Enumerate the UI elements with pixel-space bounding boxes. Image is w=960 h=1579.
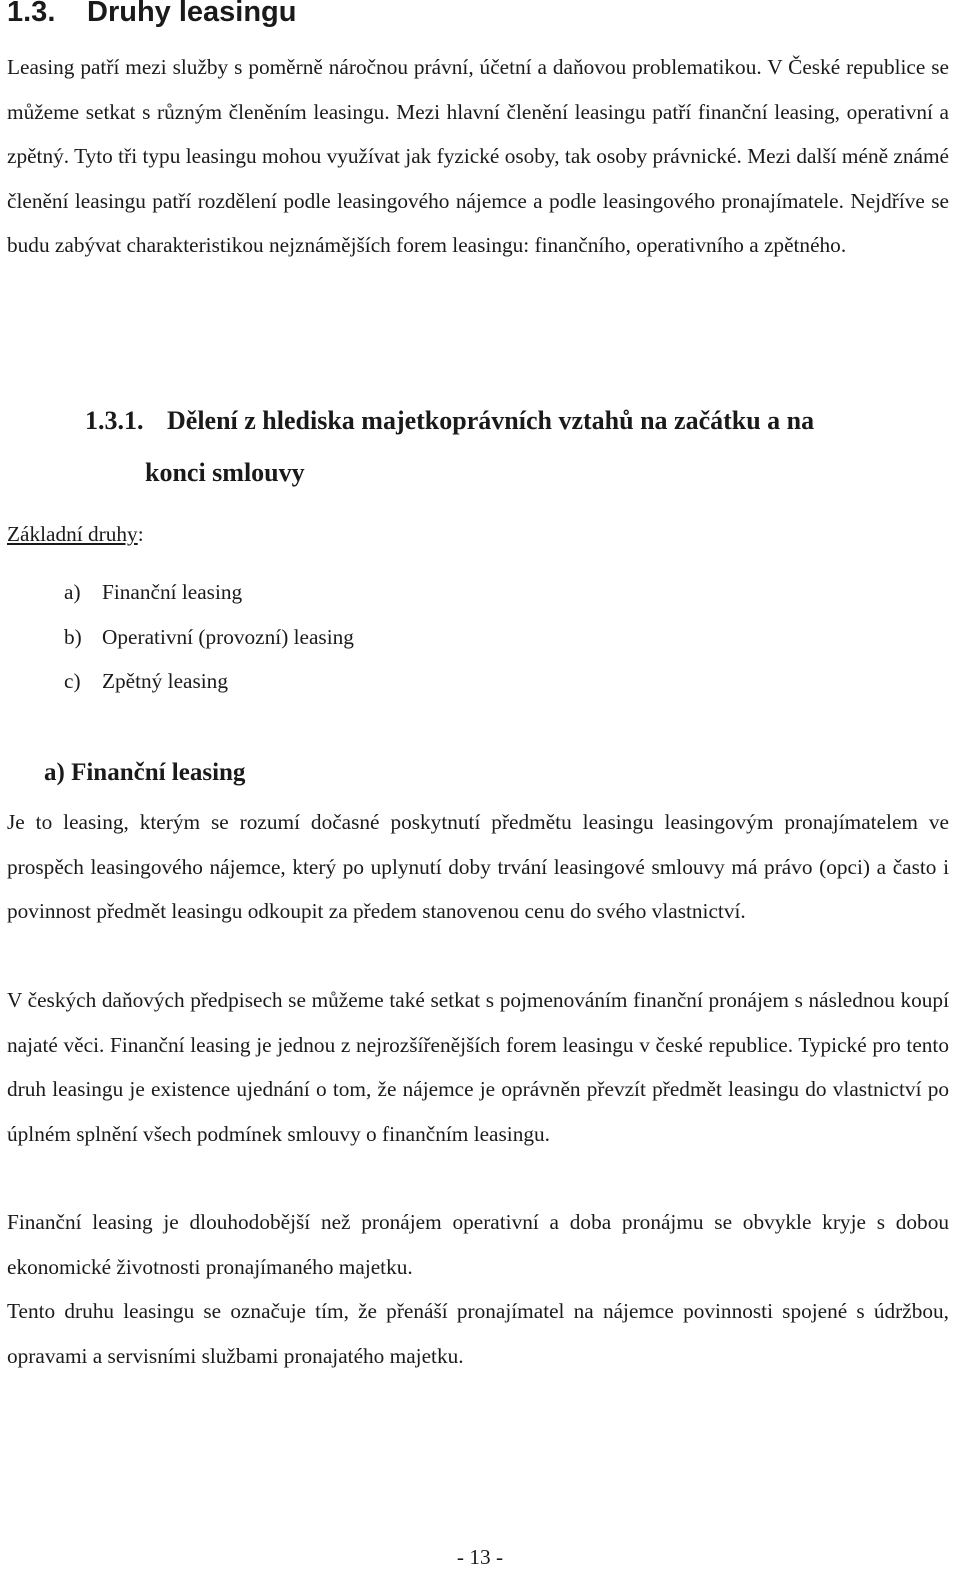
section-title-text: Druhy leasingu [87,0,297,28]
list-item-marker: a) [64,580,81,604]
subsection-number: 1.3.1. [85,406,144,435]
page-number: - 13 - [456,1545,504,1569]
list-item-marker: c) [64,669,81,694]
subsection-title [85,395,945,499]
list-item [64,659,354,704]
financial-leasing-paragraph-3: Finanční leasing je dlouhodobější než pronájem operativní a doba pronájmu se obvykle kryje s dobou ekonomické životnosti pronajímaného majetku. [7,1210,949,1279]
financial-leasing-paragraph-2: V českých daňových předpisech se můžeme také setkat s pojmenováním finanční pronájem s následnou koupí najaté věci. Finanční leasing je jednou z nejrozšířenějších forem leasingu v české republice. Typické pro tento druh leasingu je existence ujednání o tom, že nájemce je oprávněn převzít předmět leasingu do vlastnictví po úplném splnění všech podmínek smlouvy o finančním leasingu. [7,988,949,1146]
intro-paragraph: Leasing patří mezi služby s poměrně náročnou právní, účetní a daňovou problematikou. V České republice se můžeme setkat s různým členěním leasingu. Mezi hlavní členění leasingu patří finanční leasing, operativní a zpětný. Tyto tři typu leasingu mohou využívat jak fyzické osoby, tak osoby právnické. Mezi další méně známé členění leasingu patří rozdělení podle leasingového nájemce a podle leasingového pronajímatele. Nejdříve se budu zabývat charakteristikou nejznámějších forem leasingu: finančního, operativního a zpětného. [7,55,949,258]
section-number: 1.3. [7,0,56,28]
financial-leasing-paragraph-4: Tento druhu leasingu se označuje tím, že přenáší pronajímatel na nájemce povinnosti spojené s údržbou, opravami a servisními službami pronajatého majetku. [7,1299,949,1368]
list-item-text: Operativní (provozní) leasing [102,624,354,649]
financial-leasing-heading: a) Finanční leasing [44,759,246,786]
financial-leasing-paragraph-1: Je to leasing, kterým se rozumí dočasné poskytnutí předmětu leasingu leasingovým pronajímatelem ve prospěch leasingového nájemce, který po uplynutí doby trvání leasingové smlouvy má právo (opci) a často i povinnost předmět leasingu odkoupit za předem stanovenou cenu do svého vlastnictví. [7,810,949,924]
section-title [7,0,297,32]
list-item [64,570,354,615]
basic-types-list [64,570,354,704]
basic-types-label [7,514,144,554]
list-item-text: Zpětný leasing [102,669,228,694]
subsection-title-line1: Dělení z hlediska majetkoprávních vztahů na začátku a na [167,406,815,435]
list-item [64,615,354,660]
basic-types-colon: : [137,522,144,546]
subsection-title-line2: konci smlouvy [145,458,305,487]
list-item-marker: b) [64,624,82,649]
list-item-text: Finanční leasing [102,580,243,604]
basic-types-label-text: Základní druhy [7,522,138,546]
